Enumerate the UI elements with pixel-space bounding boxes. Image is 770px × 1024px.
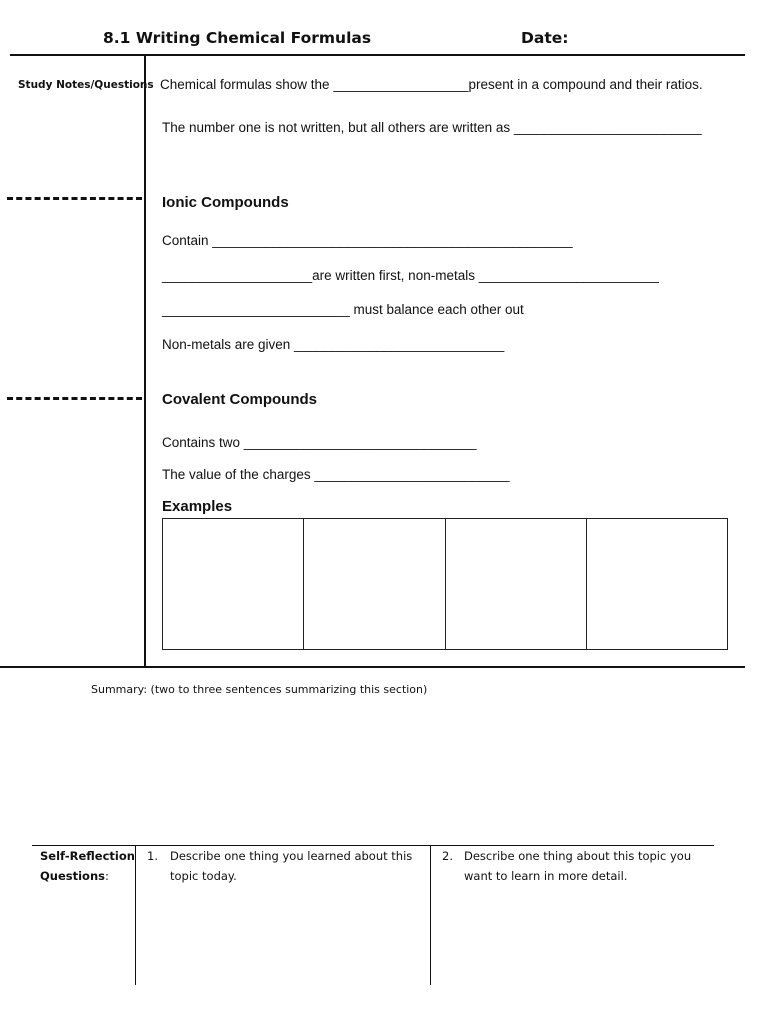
ionic-line-2: ____________________are written first, non-metals ________________________ xyxy=(162,268,659,283)
section-separator-covalent xyxy=(7,397,142,400)
reflection-answer-2[interactable] xyxy=(435,888,715,982)
example-box[interactable] xyxy=(587,519,727,649)
reflection-question-2-number: 2. xyxy=(442,849,453,863)
summary-label: Summary: (two to three sentences summarizing this section) xyxy=(91,683,428,696)
summary-answer-area[interactable] xyxy=(91,705,721,835)
section-separator-ionic xyxy=(7,197,142,200)
study-notes-label: Study Notes/Questions xyxy=(18,79,154,91)
example-box[interactable] xyxy=(446,519,587,649)
covalent-line-2: The value of the charges __________________________ xyxy=(162,467,510,482)
reflection-question-1: Describe one thing you learned about this topic today. xyxy=(170,849,413,883)
notes-bottom-divider xyxy=(0,666,745,668)
notes-column-divider xyxy=(144,56,146,667)
covalent-line-1: Contains two _______________________________ xyxy=(162,435,477,450)
self-reflection-divider-1 xyxy=(135,845,136,985)
date-label: Date: xyxy=(521,29,569,47)
notes-line-1: Chemical formulas show the __________________present in a compound and their ratios. xyxy=(160,77,703,92)
header-divider xyxy=(10,54,745,56)
covalent-heading: Covalent Compounds xyxy=(162,391,318,408)
example-box[interactable] xyxy=(163,519,304,649)
examples-table xyxy=(162,518,728,650)
reflection-answer-1[interactable] xyxy=(140,888,425,982)
reflection-question-2: Describe one thing about this topic you want to learn in more detail. xyxy=(464,849,692,883)
self-reflection-label: Self-Reflection Questions: xyxy=(40,849,135,883)
reflection-question-1-number: 1. xyxy=(147,849,158,863)
page-title: 8.1 Writing Chemical Formulas xyxy=(103,29,372,47)
notes-line-2: The number one is not written, but all others are written as _________________________ xyxy=(162,120,702,135)
example-box[interactable] xyxy=(304,519,445,649)
self-reflection-divider-2 xyxy=(430,845,431,985)
ionic-line-4: Non-metals are given ____________________________ xyxy=(162,337,505,352)
ionic-line-1: Contain ________________________________________________ xyxy=(162,233,573,248)
ionic-heading: Ionic Compounds xyxy=(162,194,289,211)
examples-heading: Examples xyxy=(162,498,233,515)
ionic-line-3: _________________________ must balance each other out xyxy=(162,302,524,317)
